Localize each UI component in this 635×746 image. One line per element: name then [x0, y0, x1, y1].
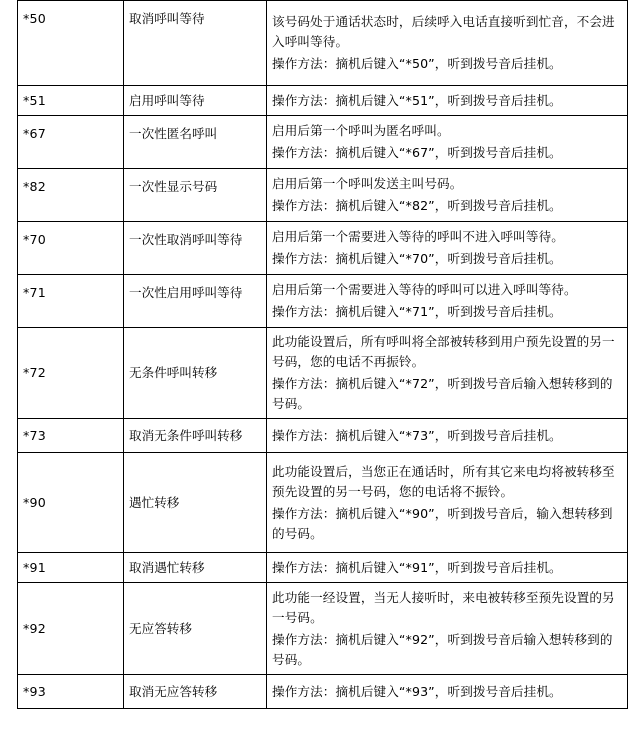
table-row	[18, 169, 628, 222]
feature-code: *82	[18, 169, 124, 222]
table-row	[18, 1, 628, 86]
feature-description	[267, 453, 628, 553]
table-body	[18, 1, 628, 709]
description-line: 启用后第一个需要进入等待的呼叫可以进入呼叫等待。	[272, 282, 577, 297]
feature-code: *50	[18, 1, 124, 86]
feature-name: 一次性取消呼叫等待	[124, 222, 267, 275]
feature-code: *51	[18, 86, 124, 116]
feature-name: 取消遇忙转移	[124, 553, 267, 583]
feature-code: *73	[18, 419, 124, 453]
feature-name: 一次性显示号码	[124, 169, 267, 222]
feature-description	[267, 553, 628, 583]
feature-code: *67	[18, 116, 124, 169]
feature-code: *70	[18, 222, 124, 275]
feature-name: 取消无条件呼叫转移	[124, 419, 267, 453]
table-row	[18, 328, 628, 419]
description-line: 操作方法：摘机后键入“*50”，听到拨号音后挂机。	[272, 56, 562, 71]
feature-description	[267, 419, 628, 453]
description-line: 操作方法：摘机后键入“*72”，听到拨号音后输入想转移到的号码。	[272, 376, 613, 411]
description-line: 此功能设置后，当您正在通话时，所有其它来电均将被转移至预先设置的另一号码，您的电话将不振铃。	[272, 463, 615, 499]
description-line: 操作方法：摘机后键入“*73”，听到拨号音后挂机。	[272, 427, 562, 443]
description-line: 启用后第一个呼叫为匿名呼叫。	[272, 123, 450, 138]
table-row	[18, 675, 628, 709]
feature-code: *93	[18, 675, 124, 709]
description-line: 操作方法：摘机后键入“*93”，听到拨号音后挂机。	[272, 683, 562, 699]
feature-name: 无应答转移	[124, 583, 267, 675]
table-row	[18, 116, 628, 169]
table-row	[18, 86, 628, 116]
feature-name: 一次性启用呼叫等待	[124, 275, 267, 328]
description-line: 操作方法：摘机后键入“*51”，听到拨号音后挂机。	[272, 92, 562, 108]
feature-name: 取消呼叫等待	[124, 1, 267, 86]
description-line: 启用后第一个需要进入等待的呼叫不进入呼叫等待。	[272, 229, 564, 244]
table-row	[18, 222, 628, 275]
description-line: 操作方法：摘机后键入“*90”，听到拨号音后，输入想转移到的号码。	[272, 505, 613, 541]
feature-description	[267, 116, 628, 169]
table-row	[18, 453, 628, 553]
feature-code: *92	[18, 583, 124, 675]
description-line: 操作方法：摘机后键入“*71”，听到拨号音后挂机。	[272, 304, 562, 319]
feature-name: 启用呼叫等待	[124, 86, 267, 116]
description-line: 操作方法：摘机后键入“*67”，听到拨号音后挂机。	[272, 145, 562, 160]
description-line: 启用后第一个呼叫发送主叫号码。	[272, 176, 463, 191]
feature-description	[267, 169, 628, 222]
feature-description	[267, 1, 628, 86]
feature-name: 遇忙转移	[124, 453, 267, 553]
feature-name: 无条件呼叫转移	[124, 328, 267, 419]
feature-description	[267, 328, 628, 419]
description-line: 操作方法：摘机后键入“*91”，听到拨号音后挂机。	[272, 559, 562, 575]
description-line: 操作方法：摘机后键入“*70”，听到拨号音后挂机。	[272, 251, 562, 266]
description-line: 此功能一经设置，当无人接听时，来电被转移至预先设置的另一号码。	[272, 589, 615, 625]
feature-code: *90	[18, 453, 124, 553]
feature-description	[267, 86, 628, 116]
feature-code: *71	[18, 275, 124, 328]
feature-name: 一次性匿名呼叫	[124, 116, 267, 169]
table-row	[18, 583, 628, 675]
description-line: 操作方法：摘机后键入“*82”，听到拨号音后挂机。	[272, 198, 562, 213]
description-line: 此功能设置后，所有呼叫将全部被转移到用户预先设置的另一号码，您的电话不再振铃。	[272, 334, 615, 369]
feature-code-table	[17, 0, 628, 709]
description-line: 操作方法：摘机后键入“*92”，听到拨号音后输入想转移到的号码。	[272, 631, 613, 667]
feature-code: *91	[18, 553, 124, 583]
table-row	[18, 419, 628, 453]
feature-description	[267, 222, 628, 275]
table-row	[18, 275, 628, 328]
feature-code: *72	[18, 328, 124, 419]
feature-description	[267, 675, 628, 709]
feature-name: 取消无应答转移	[124, 675, 267, 709]
feature-description	[267, 583, 628, 675]
table-row	[18, 553, 628, 583]
description-line: 该号码处于通话状态时，后续呼入电话直接听到忙音，不会进入呼叫等待。	[272, 14, 615, 49]
feature-description	[267, 275, 628, 328]
